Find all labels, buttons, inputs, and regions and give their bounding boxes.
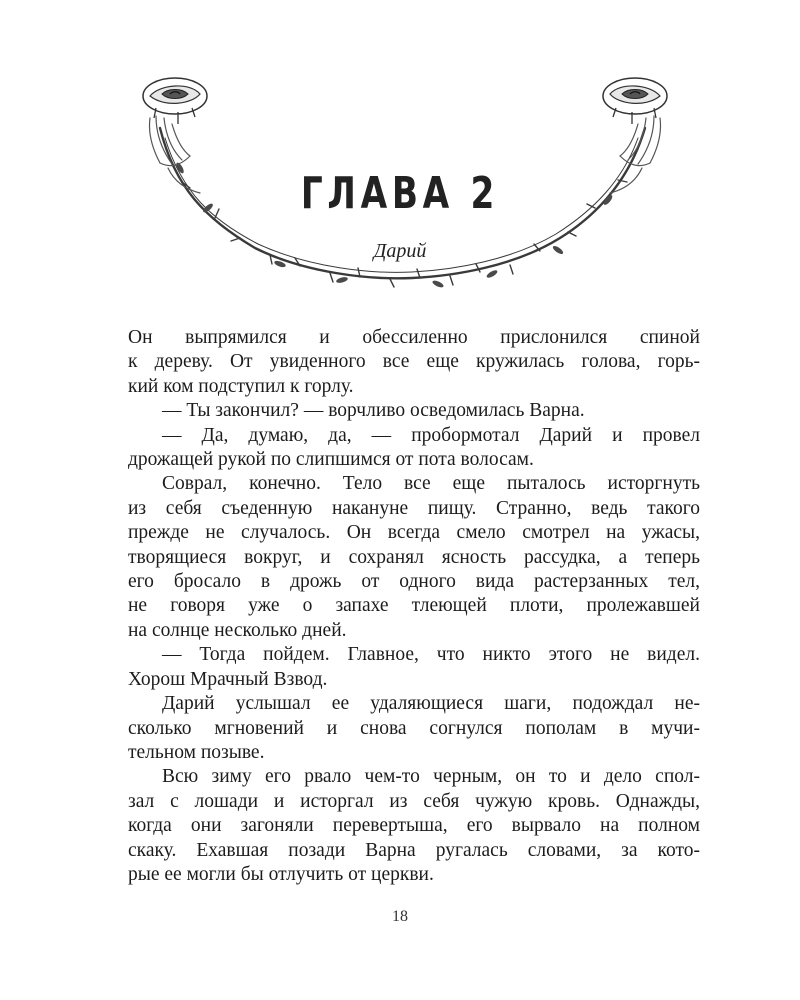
text-line: Соврал, конечно. Тело все еще пыталось исторгнуть [162, 473, 700, 495]
text-line: его бросало в дрожь от одного вида растерзанных тел, [128, 571, 700, 593]
text-line: на солнце несколько дней. [128, 619, 347, 641]
text-line: Всю зиму его рвало чем-то черным, он то и дело спол- [162, 766, 700, 788]
text-line: — Да, думаю, да, — пробормотал Дарий и провел [162, 424, 700, 446]
text-line: рые ее могли бы отлучить от церкви. [128, 863, 434, 885]
text-line: скаку. Ехавшая позади Варна ругалась словами, за кото- [128, 839, 700, 861]
chapter-title: ГЛАВА 2 [300, 168, 500, 219]
text-line: кий ком подступил к горлу. [128, 375, 354, 397]
text-line: — Ты закончил? — ворчливо осведомилась Варна. [162, 400, 585, 422]
chapter-subtitle: Дарий [373, 240, 427, 262]
text-line: не говоря уже о запахе тлеющей плоти, пролежавшей [128, 595, 700, 617]
text-line: тельном позыве. [128, 741, 265, 763]
text-line: Хорош Мрачный Взвод. [128, 668, 328, 690]
text-line: из себя съеденную накануне пищу. Странно, ведь такого [128, 497, 700, 519]
text-line: дрожащей рукой по слипшимся от пота волосам. [128, 449, 534, 471]
text-line: творящиеся вокруг, и сохранял ясность рассудка, а теперь [128, 546, 700, 568]
text-line: зал с лошади и исторгал из себя чужую кровь. Однажды, [128, 790, 700, 812]
text-line: прежде не случалось. Он всегда смело смотрел на ужасы, [128, 522, 700, 544]
text-line: — Тогда пойдем. Главное, что никто этого не видел. [162, 644, 700, 666]
page-number: 18 [392, 908, 408, 925]
chapter-body [128, 326, 700, 887]
text-line: когда они загоняли перевертыша, его вырвало на полном [128, 815, 700, 837]
text-line: Дарий услышал ее удаляющиеся шаги, подождал не- [162, 693, 700, 715]
text-line: Он выпрямился и обессиленно прислонился спиной [128, 327, 700, 348]
text-line: сколько мгновений и снова согнулся пополам в мучи- [128, 717, 700, 739]
text-line: к дереву. От увиденного все еще кружилась голова, горь- [128, 351, 700, 373]
